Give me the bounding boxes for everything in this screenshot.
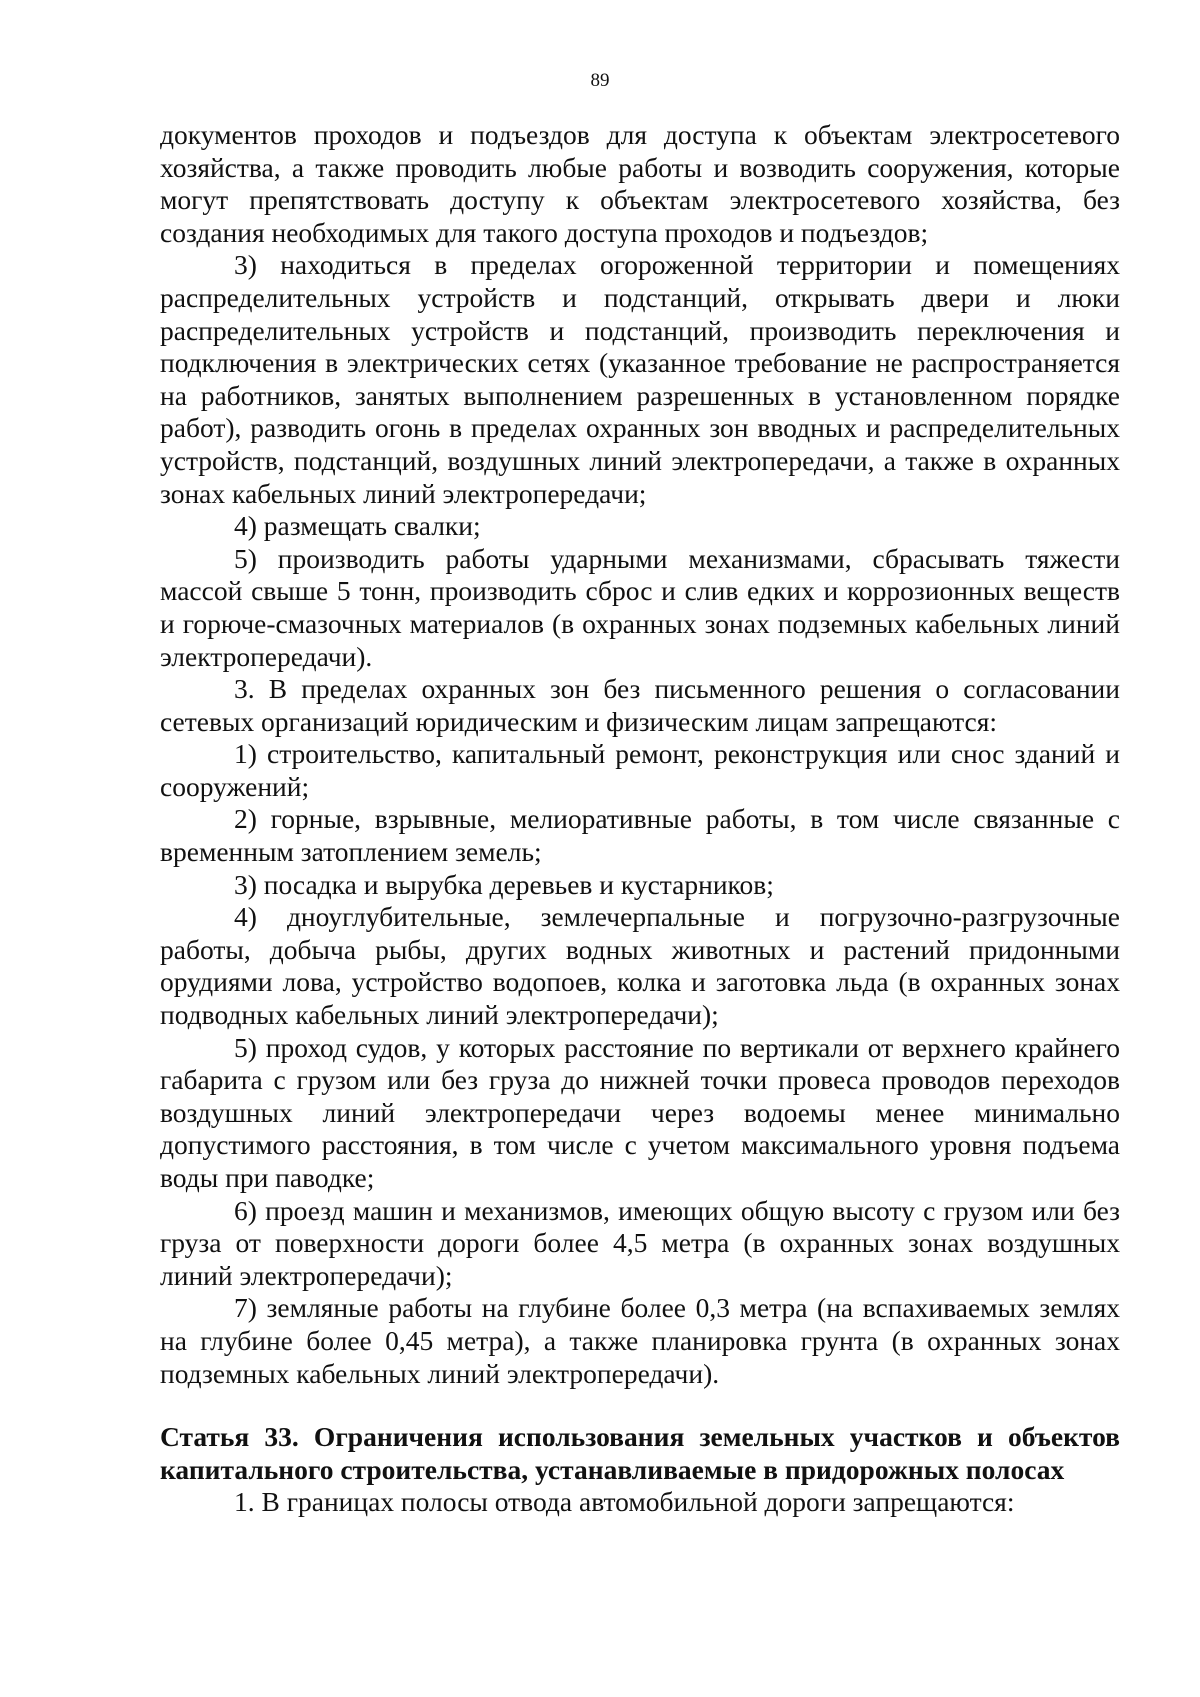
list-item-1-restriction: 1) строительство, капитальный ремонт, реконструкция или снос зданий и сооружений; [160,738,1120,802]
list-item-4-restriction: 4) дноуглубительные, землечерпальные и погрузочно-разгрузочные работы, добыча рыбы, других водных животных и растений придонными орудиями лова, устройство водопоев, колка и заготовка льда (в охранных зонах подводных кабельных линий электропередачи); [160,901,1120,1031]
paragraph-continuation: документов проходов и подъездов для доступа к объектам электросетевого хозяйства, а также проводить любые работы и возводить сооружения, которые могут препятствовать доступу к объектам электросетевого хозяйства, без создания необходимых для такого доступа проходов и подъездов; [160,119,1120,248]
article-heading: Статья 33. Ограничения использования земельных участков и объектов капитального строительства, устанавливаемые в придорожных полосах [160,1421,1120,1485]
document-body [160,119,1120,1519]
page-number: 89 [590,70,610,91]
list-item-6-restriction: 6) проезд машин и механизмов, имеющих общую высоту с грузом или без груза от поверхности дороги более 4,5 метра (в охранных зонах воздушных линий электропередачи); [160,1194,1120,1291]
list-item-4-prohibition: 4) размещать свалки; [234,510,481,542]
list-item-5-prohibition: 5) производить работы ударными механизмами, сбрасывать тяжести массой свыше 5 тонн, производить сброс и слив едких и коррозионных веществ и горюче-смазочных материалов (в охранных зонах подземных кабельных линий электропередачи). [160,542,1120,672]
list-item-2-restriction: 2) горные, взрывные, мелиоративные работы, в том числе связанные с временным затоплением земель; [160,803,1120,868]
list-item-3-restriction: 3) посадка и вырубка деревьев и кустарников; [234,868,774,900]
list-item-7-restriction: 7) земляные работы на глубине более 0,3 метра (на вспахиваемых землях на глубине более 0,45 метра), а также планировка грунта (в охранных зонах подземных кабельных линий электропередачи). [160,1292,1120,1389]
article-paragraph-1: 1. В границах полосы отвода автомобильной дороги запрещаются: [234,1486,1015,1518]
list-item-5-restriction: 5) проход судов, у которых расстояние по вертикали от верхнего крайнего габарита с грузом или без груза до нижней точки провеса проводов переходов воздушных линий электропередачи через водоемы менее минимально допустимого расстояния, в том числе с учетом максимального уровня подъема воды при паводке; [160,1031,1120,1193]
clause-3-paragraph: 3. В пределах охранных зон без письменного решения о согласовании сетевых организаций юридическим и физическим лицам запрещаются: [160,673,1120,737]
list-item-3-prohibition: 3) находиться в пределах огороженной территории и помещениях распределительных устройств и подстанций, открывать двери и люки распределительных устройств и подстанций, производить переключения и подключения в электрических сетях (указанное требование не распространяется на работников, занятых выполнением разрешенных в установленном порядке работ), разводить огонь в пределах охранных зон вводных и распределительных устройств, подстанций, воздушных линий электропередачи, а также в охранных зонах кабельных линий электропередачи; [160,249,1120,509]
